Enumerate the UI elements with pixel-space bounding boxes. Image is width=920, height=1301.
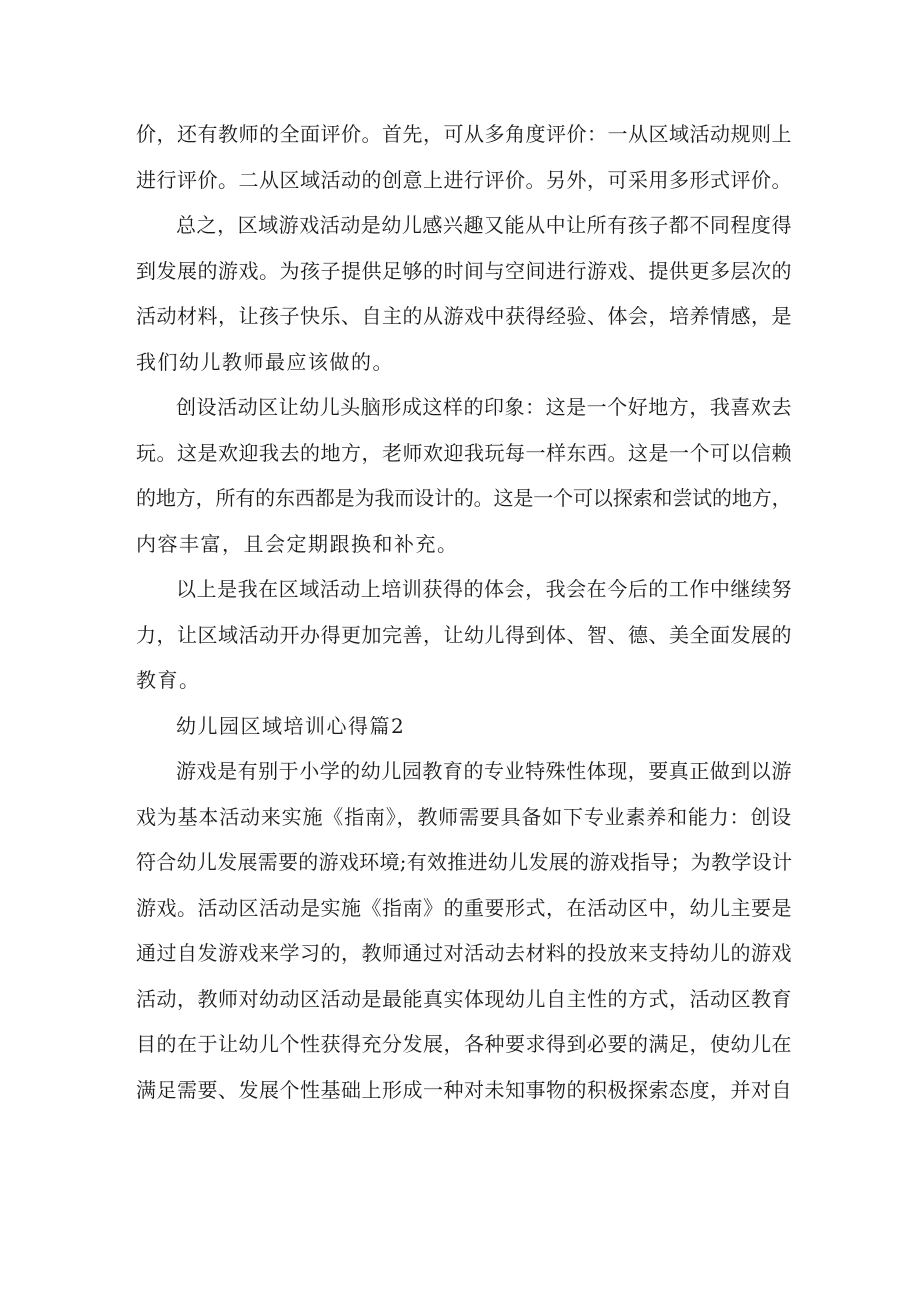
- text-line: 总之，区域游戏活动是幼儿感兴趣又能从中让所有孩子都不同程度得: [176, 213, 792, 237]
- text-line: 力，让区域活动开办得更加完善，让幼儿得到体、智、德、美全面发展的: [136, 622, 792, 647]
- text-line: 活动材料，让孩子快乐、自主的从游戏中获得经验、体会，培养情感，是: [136, 304, 792, 328]
- document-body: [136, 112, 792, 1113]
- text-line: 满足需要、发展个性基础上形成一种对未知事物的积极探索态度，并对自: [136, 1077, 792, 1102]
- text-line: 价，还有教师的全面评价。首先，可从多角度评价：一从区域活动规则上: [136, 122, 792, 146]
- text-line: 内容丰富，且会定期跟换和补充。: [136, 531, 459, 556]
- text-line: 玩。这是欢迎我去的地方，老师欢迎我玩每一样东西。这是一个可以信赖: [136, 440, 792, 465]
- text-line: 幼儿园区域培训心得篇2: [176, 713, 406, 738]
- text-line: 以上是我在区域活动上培训获得的体会，我会在今后的工作中继续努: [176, 577, 792, 601]
- text-line: 游戏是有别于小学的幼儿园教育的专业特殊性体现，要真正做到以游: [176, 759, 792, 783]
- text-line: 教育。: [136, 668, 201, 692]
- text-line: 的地方，所有的东西都是为我而设计的。这是一个可以探索和尝试的地方，: [136, 486, 792, 510]
- text-line: 进行评价。二从区域活动的创意上进行评价。另外，可采用多形式评价。: [136, 167, 792, 192]
- text-line: 戏为基本活动来实施《指南》，教师需要具备如下专业素养和能力：创设: [136, 804, 792, 829]
- text-line: 我们幼儿教师最应该做的。: [136, 349, 394, 374]
- text-line: 通过自发游戏来学习的，教师通过对活动去材料的投放来支持幼儿的游戏: [136, 941, 792, 965]
- text-line: 目的在于让幼儿个性获得充分发展，各种要求得到必要的满足，使幼儿在: [136, 1032, 792, 1056]
- text-line: 到发展的游戏。为孩子提供足够的时间与空间进行游戏、提供更多层次的: [136, 258, 792, 283]
- text-line: 活动，教师对幼动区活动是最能真实体现幼儿自主性的方式，活动区教育: [136, 986, 792, 1011]
- text-line: 符合幼儿发展需要的游戏环境;有效推进幼儿发展的游戏指导；为教学设计: [136, 850, 793, 874]
- text-line: 游戏。活动区活动是实施《指南》的重要形式，在活动区中，幼儿主要是: [136, 895, 792, 920]
- text-line: 创设活动区让幼儿头脑形成这样的印象：这是一个好地方，我喜欢去: [176, 395, 792, 419]
